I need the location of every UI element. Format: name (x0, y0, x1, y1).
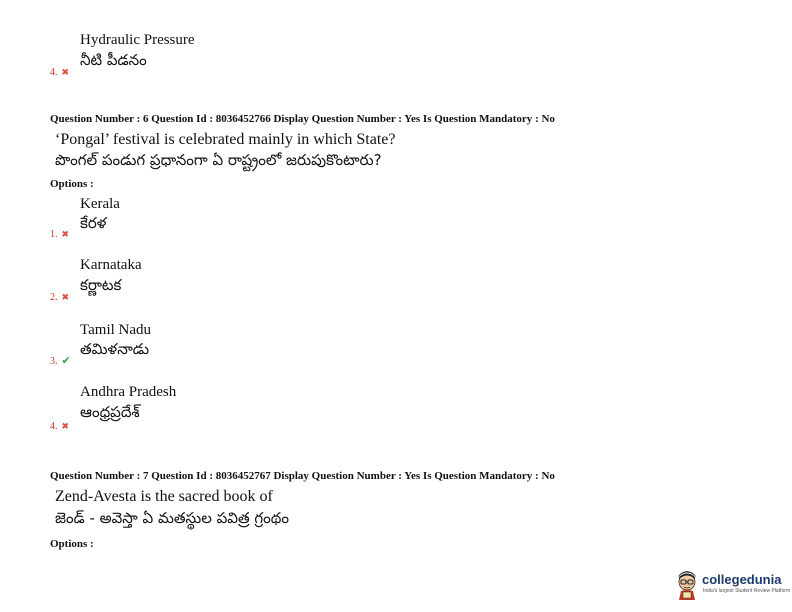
q6-option2-marker (50, 287, 69, 305)
option-number: 4. (50, 67, 58, 78)
wrong-icon: ✖ (61, 230, 70, 240)
q6-option2-telugu: కర్ణాటక (80, 276, 122, 294)
option-number: 3. (50, 356, 58, 367)
q5-option4-english: Hydraulic Pressure (80, 32, 195, 48)
question-7-options-label: Options : (50, 538, 94, 550)
logo-wordmark: collegedunia (702, 572, 782, 587)
option-number: 4. (50, 421, 58, 432)
wrong-icon: ✖ (61, 293, 70, 303)
q5-option4-marker (50, 62, 69, 80)
q6-option4-marker (50, 416, 69, 434)
q5-option4-telugu: నీటి పీడనం (80, 51, 147, 69)
q6-option1-marker (50, 224, 69, 242)
q6-option1-english: Kerala (80, 196, 120, 212)
question-6-header: Question Number : 6 Question Id : 8036452766 Display Question Number : Yes Is Question Mandatory : No (50, 113, 555, 125)
q6-option3-marker (50, 351, 71, 369)
correct-check-icon: ✔ (61, 354, 71, 367)
q6-option4-english: Andhra Pradesh (80, 384, 177, 400)
wrong-icon: ✖ (61, 68, 70, 78)
question-7-text-telugu: జెండ్ - అవెస్తా ఏ మతస్థుల పవిత్ర గ్రంథం (55, 509, 289, 527)
question-6-text-english: ‘Pongal’ festival is celebrated mainly in which State? (55, 131, 396, 148)
question-6-text-telugu: పొంగల్ పండుగ ప్రధానంగా ఏ రాష్ట్రంలో జరుపుకొంటారు? (55, 151, 382, 169)
q6-option1-telugu: కేరళ (80, 214, 107, 232)
q6-option3-english: Tamil Nadu (80, 322, 152, 338)
wrong-icon: ✖ (61, 422, 70, 432)
logo-tagline: India's largest Student Review Platform (703, 588, 791, 594)
option-number: 2. (50, 292, 58, 303)
q6-option3-telugu: తమిళనాడు (80, 340, 150, 358)
question-7-header: Question Number : 7 Question Id : 8036452767 Display Question Number : Yes Is Question Mandatory : No (50, 470, 555, 482)
student-mascot-icon (674, 568, 700, 600)
question-6-options-label: Options : (50, 178, 94, 190)
collegedunia-logo (674, 566, 791, 604)
question-7-text-english: Zend-Avesta is the sacred book of (55, 488, 273, 505)
q6-option2-english: Karnataka (80, 257, 142, 273)
option-number: 1. (50, 229, 58, 240)
q6-option4-telugu: ఆంధ్రప్రదేశ్ (80, 403, 140, 421)
